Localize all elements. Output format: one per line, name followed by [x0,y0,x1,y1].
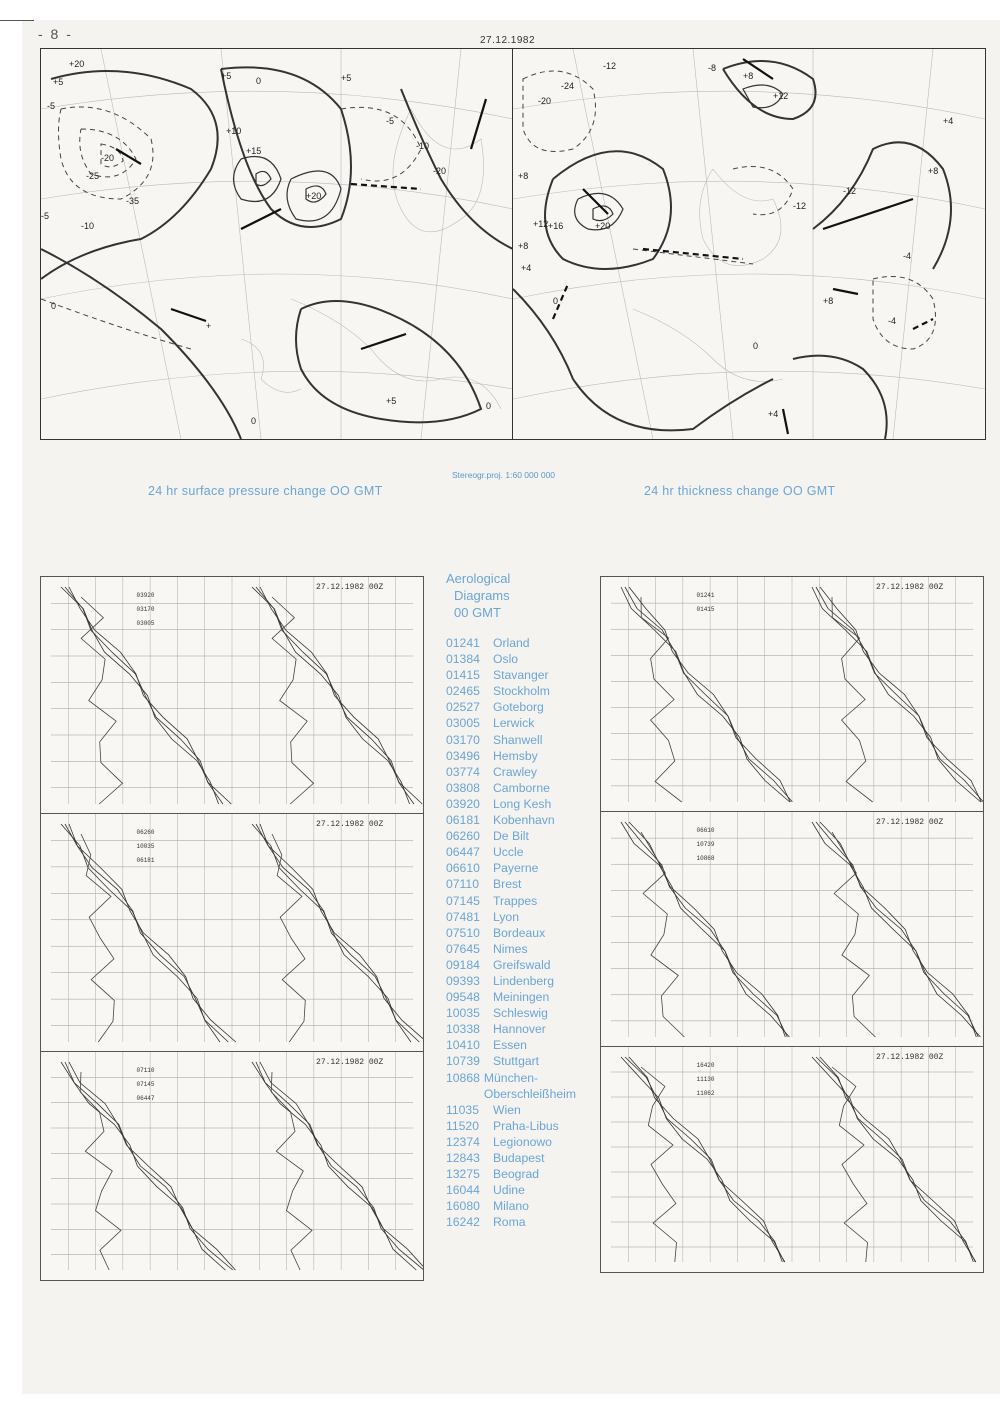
svg-text:+4: +4 [768,409,779,419]
station-row [446,651,576,667]
svg-text:+8: +8 [518,241,529,251]
diagram-headline: 27.12.1982 00Z [876,1053,944,1062]
surface-pressure-change-map [40,48,514,440]
svg-text:-8: -8 [708,63,717,73]
sounding-curve [812,1057,975,1262]
station-row [446,1118,576,1134]
station-row [446,1021,576,1037]
dewpoint-curve [641,832,684,1037]
diagram-station-id: 11062 [696,1090,715,1097]
aerological-diagram-left-1 [40,576,424,815]
diagram-drawing [601,1047,983,1272]
sounding-curve [820,587,981,802]
station-row [446,748,576,764]
svg-text:0: 0 [553,296,559,306]
svg-text:-5: -5 [386,116,395,126]
station-name: Nimes [493,941,528,956]
surface-pressure-map-drawing [41,49,513,439]
station-name: Shanwell [493,732,543,747]
station-name: Long Kesh [493,796,552,811]
svg-text:-24: -24 [561,81,575,91]
svg-text:0: 0 [51,301,57,311]
station-name: Brest [493,877,522,892]
station-name: Orland [493,636,530,650]
station-name: Beograd [493,1167,540,1182]
station-name: Bordeaux [493,925,546,940]
sounding-curve [256,587,414,804]
svg-text:-4: -4 [888,316,897,326]
right-map-caption: 24 hr thickness change OO GMT [644,484,836,498]
sounding-curve [625,1057,782,1262]
station-code: 03005 [446,716,480,731]
station-code: 03920 [446,796,480,811]
svg-text:-5: -5 [41,211,50,221]
sounding-curve [816,1057,973,1262]
diagram-headline: 27.12.1982 00Z [316,1058,384,1067]
station-name: Lerwick [493,716,535,731]
svg-text:0: 0 [256,76,262,86]
svg-text:0: 0 [486,401,492,411]
station-code: 01241 [446,636,480,650]
station-code: 10338 [446,1022,480,1037]
station-row [446,635,576,651]
diagram-station-id: 10035 [136,843,155,850]
diagram-station-id: 07145 [136,1081,155,1088]
station-code: 12843 [446,1151,480,1165]
dewpoint-curve [832,832,875,1037]
svg-text:+8: +8 [518,171,529,181]
diagram-station-id: 16420 [696,1062,715,1069]
station-name: Hemsby [493,748,538,763]
station-row [446,973,576,989]
aerological-diagram-right-3 [600,1046,984,1273]
svg-text:+16: +16 [548,221,564,231]
thickness-map-drawing [513,49,985,439]
station-row [446,1198,576,1214]
station-row [446,1070,576,1102]
station-row [446,989,576,1005]
diagram-station-id: 07110 [136,1067,155,1074]
station-code: 12374 [446,1134,480,1149]
svg-text:-20: -20 [433,166,447,176]
page-number: - 8 - [38,26,73,42]
station-code: 06447 [446,845,480,860]
diagram-drawing [601,812,983,1047]
sounding-curve [816,587,983,802]
dewpoint-curve [271,1072,312,1270]
diagram-station-id: 11130 [696,1076,715,1083]
svg-text:+20: +20 [69,59,85,69]
svg-text:-5: -5 [47,101,56,111]
station-row [446,1182,576,1198]
aerological-legend [446,570,576,1230]
diagram-station-id: 03920 [136,592,155,599]
page-date: 27.12.1982 [480,35,536,46]
station-row [446,1166,576,1182]
top-rule [0,20,34,21]
station-code: 10868 [446,1070,480,1085]
dewpoint-curve [81,597,123,804]
sounding-curve [629,587,790,802]
station-row [446,667,576,683]
sounding-curve [621,1057,784,1262]
station-code: 03808 [446,780,480,795]
station-code: 06181 [446,813,480,828]
station-row [446,1037,576,1053]
aerological-diagram-right-2 [600,811,984,1048]
station-code: 10739 [446,1054,480,1069]
station-code: 09393 [446,973,480,988]
station-name: Stockholm [493,684,550,699]
svg-text:-12: -12 [793,201,807,211]
svg-text:-20: -20 [538,96,552,106]
station-code: 02465 [446,684,480,699]
station-code: 11520 [446,1118,479,1133]
station-row [446,909,576,925]
dewpoint-curve [641,1067,677,1262]
svg-text:+20: +20 [595,221,611,231]
station-code: 16080 [446,1199,480,1214]
station-code: 03170 [446,732,480,747]
diagram-drawing [41,814,423,1052]
station-code: 16044 [446,1183,480,1198]
station-row [446,699,576,715]
station-name: Stavanger [493,668,549,683]
diagram-station-id: 10739 [696,841,715,848]
svg-text:-20: -20 [101,153,115,163]
station-name: Stuttgart [493,1054,540,1069]
thickness-change-map [512,48,986,440]
station-row [446,1150,576,1166]
station-name: Kobenhavn [493,813,555,828]
station-name: De Bilt [493,829,529,844]
svg-text:+8: +8 [928,166,939,176]
aerological-diagram-left-3 [40,1051,424,1281]
aerological-diagram-left-2 [40,813,424,1053]
svg-text:+5: +5 [221,71,232,81]
svg-text:+: + [206,321,212,331]
station-row [446,844,576,860]
diagram-headline: 27.12.1982 00Z [876,583,944,592]
station-row [446,1102,576,1118]
station-code: 02527 [446,700,480,715]
station-name: Legionowo [493,1134,552,1149]
station-name: Roma [493,1215,526,1230]
diagram-headline: 27.12.1982 00Z [316,820,384,829]
station-row [446,715,576,731]
station-name: Camborne [493,780,550,795]
diagram-station-id: 06181 [136,857,155,864]
station-code: 07481 [446,909,480,924]
station-row [446,957,576,973]
sounding-curve [252,587,410,804]
station-list [446,635,576,1230]
diagram-drawing [41,1052,423,1280]
station-row [446,683,576,699]
station-code: 07645 [446,941,480,956]
svg-text:+4: +4 [521,263,532,273]
station-name: Schleswig [493,1006,548,1021]
svg-text:+8: +8 [823,296,834,306]
station-name: Wien [493,1102,521,1117]
station-row [446,780,576,796]
svg-text:+8: +8 [743,71,754,81]
station-name: Goteborg [493,700,544,715]
station-name: Udine [493,1183,525,1198]
sounding-curve [812,822,980,1037]
station-code: 09548 [446,990,480,1005]
svg-text:+12: +12 [773,91,789,101]
projection-note: Stereogr.proj. 1:60 000 000 [452,470,556,480]
svg-text:-12: -12 [603,61,617,71]
station-code: 16242 [446,1215,480,1230]
svg-text:-10: -10 [81,221,95,231]
station-row [446,1214,576,1230]
sounding-curve [260,824,423,1042]
sounding-curve [69,1062,235,1270]
station-code: 07510 [446,925,480,940]
svg-text:+15: +15 [246,146,262,156]
legend-title [446,570,576,621]
station-code: 06610 [446,861,480,876]
dewpoint-curve [80,1072,121,1270]
station-code: 07145 [446,893,480,908]
diagram-station-id: 06610 [696,827,715,834]
station-code: 13275 [446,1167,480,1182]
svg-text:-12: -12 [843,186,857,196]
svg-text:-35: -35 [126,196,140,206]
diagram-station-id: 06260 [136,829,155,836]
station-name: Payerne [493,861,539,876]
station-row [446,828,576,844]
legend-title-line: 00 GMT [454,605,501,620]
station-name: Essen [493,1038,527,1053]
svg-text:-4: -4 [903,251,912,261]
dewpoint-curve [832,1067,868,1262]
svg-text:+12: +12 [533,219,549,229]
station-name: Praha-Libus [493,1118,559,1133]
station-row [446,1053,576,1069]
svg-text:+5: +5 [386,396,397,406]
diagram-station-id: 10868 [696,855,715,862]
diagram-station-id: 03005 [136,620,155,627]
station-name: Hannover [493,1022,546,1037]
svg-text:+5: +5 [341,73,352,83]
diagram-drawing [601,577,983,812]
dewpoint-curve [641,597,682,802]
station-name: Lyon [493,909,519,924]
svg-text:+10: +10 [226,126,242,136]
sounding-curve [816,822,978,1037]
station-name: Greifswald [493,957,551,972]
station-code: 01415 [446,668,480,683]
svg-text:-10: -10 [416,141,430,151]
svg-text:+4: +4 [943,116,954,126]
svg-text:0: 0 [251,416,257,426]
station-code: 01384 [446,652,480,667]
station-row [446,893,576,909]
station-name: Milano [493,1199,529,1214]
sounding-curve [256,824,419,1042]
station-row [446,732,576,748]
dewpoint-curve [832,597,873,802]
sounding-curve [625,587,792,802]
diagram-drawing [41,577,423,814]
left-map-caption: 24 hr surface pressure change OO GMT [148,484,383,498]
svg-text:-25: -25 [86,171,100,181]
station-name: Budapest [493,1151,545,1165]
station-name: München- Oberschleißheim [483,1070,576,1101]
aerological-diagram-right-1 [600,576,984,813]
sounding-curve [65,1062,233,1270]
station-row [446,1134,576,1150]
station-row [446,941,576,957]
station-code: 06260 [446,829,480,844]
svg-text:+20: +20 [306,191,322,201]
diagram-station-id: 06447 [136,1095,155,1102]
station-code: 03496 [446,748,480,763]
station-name: Oslo [493,652,519,667]
station-row [446,764,576,780]
station-code: 10410 [446,1038,480,1053]
station-row [446,860,576,876]
diagram-station-id: 03170 [136,606,155,613]
station-name: Meiningen [493,990,550,1005]
station-name: Trappes [493,893,538,908]
station-row [446,796,576,812]
station-name: Lindenberg [493,973,554,988]
station-code: 10035 [446,1006,480,1021]
station-row [446,925,576,941]
legend-title-line: Diagrams [454,588,510,603]
diagram-station-id: 01241 [696,592,715,599]
station-code: 09184 [446,957,480,972]
dewpoint-curve [272,597,314,804]
legend-title-line: Aerological [446,571,511,586]
sounding-curve [260,1062,423,1270]
diagram-station-id: 01415 [696,606,715,613]
station-row [446,1005,576,1021]
station-name: Uccle [493,845,524,860]
station-code: 03774 [446,764,480,779]
station-row [446,876,576,892]
station-name: Crawley [493,764,538,779]
svg-text:+5: +5 [53,77,64,87]
station-code: 11035 [446,1102,479,1117]
station-row [446,812,576,828]
svg-text:0: 0 [753,341,759,351]
station-code: 07110 [446,877,479,892]
diagram-headline: 27.12.1982 00Z [876,818,944,827]
diagram-headline: 27.12.1982 00Z [316,583,384,592]
